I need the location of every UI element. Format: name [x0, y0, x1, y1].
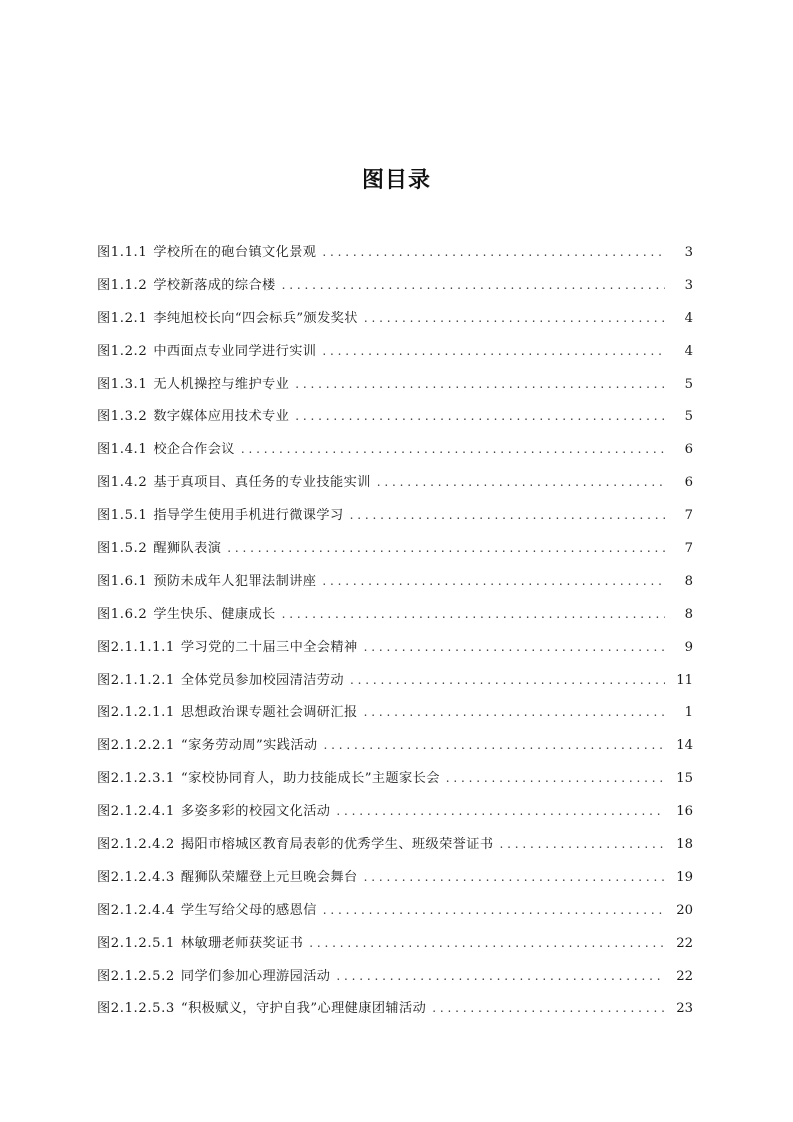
toc-entry-label: [97, 767, 446, 791]
toc-entry[interactable]: [97, 799, 693, 832]
toc-entry[interactable]: [97, 700, 693, 733]
toc-entry-number: 图1.6.2: [97, 606, 148, 622]
toc-entry-page-number: 5: [684, 376, 693, 392]
toc-entry-page-number: 22: [676, 968, 693, 984]
toc-entry-number: 图2.1.2.4.4: [97, 902, 175, 918]
toc-entry-number: 图1.2.1: [97, 310, 148, 326]
toc-entry[interactable]: [97, 832, 693, 865]
toc-entry-label: [97, 701, 364, 725]
toc-entry-title: 学生写给父母的感恩信: [180, 902, 317, 918]
toc-entry-title: 同学们参加心理游园活动: [180, 968, 331, 984]
toc-entry-label: [97, 833, 499, 857]
toc-entry[interactable]: [97, 996, 693, 1029]
toc-entry-number: 图1.4.1: [97, 442, 148, 458]
toc-entry-page-number: 3: [684, 277, 693, 293]
toc-entry-title: 学校所在的砲台镇文化景观: [153, 245, 317, 260]
toc-entry-title: 学习党的二十届三中全会精神: [180, 639, 358, 655]
toc-entry[interactable]: [97, 931, 693, 964]
toc-dot-leader: [322, 339, 665, 363]
toc-entry-title: “家务劳动周”实践活动: [180, 738, 318, 754]
toc-entry-label: [97, 504, 350, 528]
toc-dot-leader: [350, 668, 665, 692]
toc-entry-page-number: 23: [676, 1001, 693, 1017]
toc-entry-label: [97, 471, 377, 495]
toc-dot-leader: [446, 766, 665, 790]
toc-entry-number: 图1.6.1: [97, 573, 148, 589]
toc-entry-number: 图2.1.1.1.1: [97, 639, 175, 655]
toc-entry[interactable]: [97, 404, 693, 437]
toc-entry-number: 图2.1.2.4.2: [97, 837, 175, 853]
toc-entry-title: 学生快乐、健康成长: [153, 606, 276, 622]
toc-entry[interactable]: [97, 437, 693, 470]
toc-dot-leader: [309, 931, 665, 955]
toc-entry-number: 图1.2.2: [97, 343, 148, 359]
toc-entry[interactable]: [97, 240, 693, 273]
toc-entry-label: [97, 570, 322, 594]
toc-entry-label: [97, 734, 324, 758]
toc-entry-title: 林敏珊老师获奖证书: [180, 935, 304, 951]
toc-entry[interactable]: [97, 306, 693, 339]
toc-entry[interactable]: [97, 536, 693, 569]
toc-dot-leader: [241, 437, 665, 461]
toc-entry-title: 校企合作会议: [153, 442, 235, 458]
toc-entry-number: 图1.1.2: [97, 277, 148, 293]
toc-entry[interactable]: [97, 470, 693, 503]
toc-entry-label: [97, 340, 322, 364]
toc-entry-number: 图2.1.2.1.1: [97, 705, 175, 721]
toc-dot-leader: [350, 503, 665, 527]
toc-entry-title: 指导学生使用手机进行微课学习: [153, 508, 344, 524]
toc-dot-leader: [336, 964, 665, 988]
toc-entry-number: 图1.4.2: [97, 475, 148, 491]
toc-entry-title: 思想政治课专题社会调研汇报: [180, 705, 358, 721]
toc-entry-number: 图1.1.1: [97, 245, 148, 260]
toc-entry[interactable]: [97, 602, 693, 635]
toc-dot-leader: [336, 799, 665, 823]
toc-dot-leader: [364, 865, 665, 889]
toc-entry[interactable]: [97, 668, 693, 701]
toc-entry-title: 基于真项目、真任务的专业技能实训: [153, 475, 371, 491]
toc-entry-label: [97, 307, 364, 331]
toc-entry-title: 醒狮队表演: [153, 541, 222, 557]
toc-entry[interactable]: [97, 339, 693, 372]
toc-dot-leader: [499, 832, 665, 856]
toc-entry[interactable]: [97, 865, 693, 898]
toc-entry-number: 图2.1.2.5.3: [97, 1001, 175, 1017]
toc-entry-title: 揭阳市榕城区教育局表彰的优秀学生、班级荣誉证书: [180, 837, 494, 853]
toc-entry-label: [97, 899, 323, 923]
toc-entry-page-number: 9: [684, 639, 693, 655]
toc-entry[interactable]: [97, 733, 693, 766]
toc-dot-leader: [377, 470, 665, 494]
toc-entry-label: [97, 866, 364, 890]
toc-entry[interactable]: [97, 569, 693, 602]
toc-entry-label: [97, 932, 309, 956]
toc-entry-label: [97, 274, 282, 298]
toc-entry-page-number: 6: [684, 475, 693, 491]
toc-entry[interactable]: [97, 898, 693, 931]
toc-entry-number: 图1.5.1: [97, 508, 148, 524]
toc-entry-title: 醒狮队荣耀登上元旦晚会舞台: [180, 869, 358, 885]
toc-entry-number: 图1.3.1: [97, 376, 148, 392]
toc-entry-title: “家校协同育人，助力技能成长”主题家长会: [180, 771, 440, 787]
toc-entry[interactable]: [97, 273, 693, 306]
toc-entry-label: [97, 241, 322, 265]
toc-entry[interactable]: [97, 503, 693, 536]
toc-entry-page-number: 7: [684, 508, 693, 524]
toc-entry-page-number: 8: [684, 606, 693, 622]
toc-entry-page-number: 22: [676, 935, 693, 951]
toc-entry-title: 学校新落成的综合楼: [153, 277, 276, 293]
toc-dot-leader: [282, 602, 665, 626]
toc-entry-page-number: 19: [676, 869, 693, 885]
toc-entry-label: [97, 669, 350, 693]
toc-dot-leader: [364, 700, 665, 724]
toc-entry-page-number: 5: [684, 409, 693, 425]
toc-entry-page-number: 3: [684, 245, 693, 260]
toc-entry-number: 图2.1.2.5.2: [97, 968, 175, 984]
toc-entry-page-number: 11: [676, 672, 693, 688]
toc-entry-number: 图2.1.2.2.1: [97, 738, 175, 754]
toc-dot-leader: [364, 635, 665, 659]
toc-entry-page-number: 1: [684, 705, 693, 721]
toc-entry-page-number: 16: [676, 804, 693, 820]
toc-entry[interactable]: [97, 372, 693, 405]
toc-dot-leader: [432, 996, 665, 1020]
toc-entry[interactable]: [97, 964, 693, 997]
toc-dot-leader: [323, 898, 665, 922]
figure-toc-list: [97, 240, 693, 1029]
toc-entry-label: [97, 405, 295, 429]
toc-entry-title: 无人机操控与维护专业: [153, 376, 290, 392]
toc-entry-page-number: 8: [684, 573, 693, 589]
toc-dot-leader: [282, 273, 665, 297]
page-title: 图目录: [361, 168, 431, 193]
toc-entry-page-number: 7: [684, 541, 693, 557]
toc-entry-title: 预防未成年人犯罪法制讲座: [153, 573, 317, 589]
toc-entry-label: [97, 997, 432, 1021]
toc-entry-number: 图2.1.1.2.1: [97, 672, 175, 688]
toc-entry-label: [97, 537, 227, 561]
toc-entry-number: 图2.1.2.4.1: [97, 804, 175, 820]
toc-entry-page-number: 15: [676, 771, 693, 787]
toc-entry[interactable]: [97, 635, 693, 668]
toc-entry-page-number: 6: [684, 442, 693, 458]
toc-dot-leader: [227, 536, 665, 560]
toc-entry-number: 图2.1.2.3.1: [97, 771, 175, 787]
toc-entry-number: 图1.3.2: [97, 409, 148, 425]
toc-dot-leader: [295, 404, 665, 428]
toc-entry-title: “积极赋义，守护自我”心理健康团辅活动: [180, 1001, 427, 1017]
toc-entry-page-number: 20: [676, 902, 693, 918]
toc-entry-label: [97, 438, 241, 462]
toc-entry-label: [97, 800, 336, 824]
toc-dot-leader: [322, 240, 665, 264]
toc-entry-title: 中西面点专业同学进行实训: [153, 343, 317, 359]
toc-entry-number: 图2.1.2.5.1: [97, 935, 175, 951]
toc-entry-title: 多姿多彩的校园文化活动: [180, 804, 331, 820]
toc-entry-page-number: 4: [684, 343, 693, 359]
toc-dot-leader: [295, 372, 665, 396]
toc-entry-label: [97, 373, 295, 397]
toc-entry-label: [97, 636, 364, 660]
toc-entry-title: 全体党员参加校园清洁劳动: [180, 672, 344, 688]
toc-entry-title: 李纯旭校长向“四会标兵”颁发奖状: [153, 310, 358, 326]
toc-entry[interactable]: [97, 766, 693, 799]
toc-entry-page-number: 14: [676, 738, 693, 754]
toc-dot-leader: [364, 306, 665, 330]
toc-entry-title: 数字媒体应用技术专业: [153, 409, 290, 425]
toc-entry-number: 图1.5.2: [97, 541, 148, 557]
toc-entry-page-number: 18: [676, 837, 693, 853]
toc-entry-number: 图2.1.2.4.3: [97, 869, 175, 885]
toc-entry-label: [97, 965, 336, 989]
toc-dot-leader: [324, 733, 666, 757]
toc-entry-page-number: 4: [684, 310, 693, 326]
toc-dot-leader: [322, 569, 665, 593]
toc-entry-label: [97, 603, 282, 627]
